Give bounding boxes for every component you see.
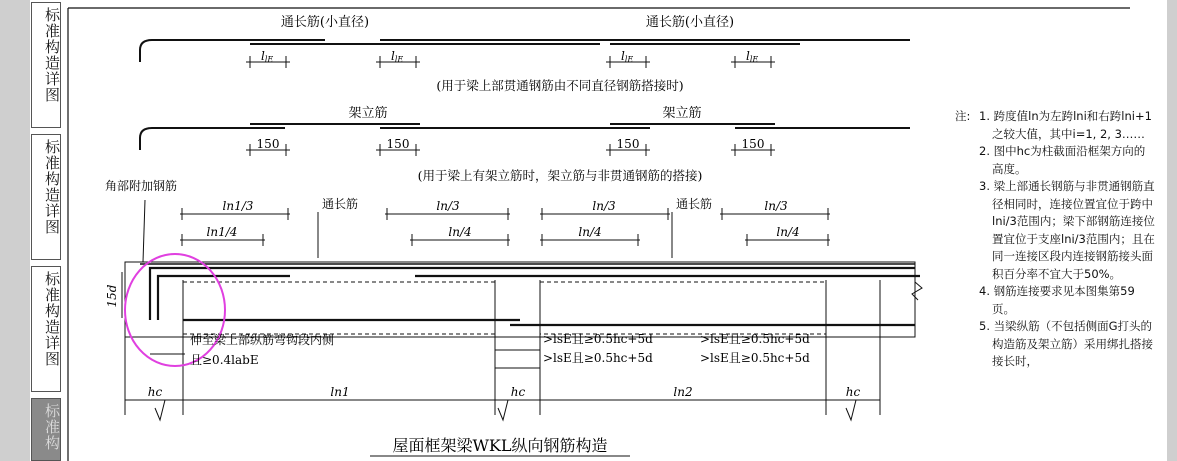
dim-ln1: ln1 xyxy=(330,385,350,399)
notes-panel xyxy=(955,108,1155,371)
row2-lap-label-2: 150 xyxy=(386,137,410,151)
highlight-circle xyxy=(125,254,225,366)
row2-label-left: 架立筋 xyxy=(348,106,388,121)
row2-caption: (用于梁上有架立筋时，架立筋与非贯通钢筋的搭接) xyxy=(417,168,703,183)
dim-hc-right: hc xyxy=(845,385,861,399)
through-bar-label-2: 通长筋 xyxy=(676,197,713,211)
scrollbar[interactable] xyxy=(1167,0,1177,461)
lap-zone-left xyxy=(183,282,495,334)
row1-caption: (用于梁上部贯通钢筋由不同直径钢筋搭接时) xyxy=(436,78,684,93)
note-item-3: 3. 梁上部通长钢筋与非贯通钢筋直径相同时，连接位置宜位于跨中lni/3范围内；梁下部钢筋连接位置宜位于支座lni/3范围内；且在同一连接区段内连接钢筋接头面积百分率不宜大于50%。 xyxy=(979,179,1155,281)
dim-ln-4-left: ln/4 xyxy=(448,225,472,239)
diagram-title: 屋面框架梁WKL纵向钢筋构造 xyxy=(392,436,608,455)
lap-rule-4: >lsE且≥0.5hc+5d xyxy=(700,351,810,365)
anchor-note-line1: 伸至梁上部纵筋弯钩段内侧 xyxy=(190,333,335,347)
sidebar-tab-label: 标准构造详图 xyxy=(43,271,61,367)
dim-ln-4-right: ln/4 xyxy=(776,225,800,239)
dim-15d-label: 15d xyxy=(105,284,119,308)
dim-ln-4-mid: ln/4 xyxy=(578,225,602,239)
dim-ln-3-mid: ln/3 xyxy=(592,199,616,213)
dim-ln2: ln2 xyxy=(673,385,693,399)
sidebar-tab-label: 标准构造详图 xyxy=(43,139,61,235)
note-item-4: 4. 钢筋连接要求见本图集第59页。 xyxy=(979,284,1135,316)
row2-lap-dims xyxy=(246,144,775,156)
break-mark xyxy=(912,282,922,300)
note-item-5: 5. 当梁纵筋（不包括侧面G打头的构造筋及架立筋）采用绑扎搭接接长时， xyxy=(979,319,1153,368)
row1-lap-label-1: llE xyxy=(261,49,274,64)
note-item-1: 1. 跨度值ln为左跨lni和右跨lni+1之较大值，其中i=1, 2, 3…… xyxy=(979,109,1152,141)
notes-prefix: 注: xyxy=(955,109,971,123)
dim-ln1-3: ln1/3 xyxy=(222,199,254,213)
lap-zone-right xyxy=(540,282,826,334)
note-item-2: 2. 图中hc为柱截面沿框架方向的高度。 xyxy=(979,144,1146,176)
sidebar-tab-label: 标准构 xyxy=(43,403,61,451)
row2-lap-label-4: 150 xyxy=(741,137,765,151)
dim-ln-3-right: ln/3 xyxy=(764,199,788,213)
span-fraction-dims xyxy=(180,208,830,246)
row1-label-left: 通长筋(小直径) xyxy=(280,15,370,30)
lap-rule-2: >lsE且≥0.5hc+5d xyxy=(700,332,810,346)
through-bar-label-1: 通长筋 xyxy=(322,197,359,211)
row2-label-right: 架立筋 xyxy=(662,106,702,121)
dim-hc-left: hc xyxy=(147,385,163,399)
row1-lap-label-3: llE xyxy=(621,49,634,64)
row2-lap-label-1: 150 xyxy=(256,137,280,151)
row2-lap-label-3: 150 xyxy=(616,137,640,151)
row1-lap-dims xyxy=(246,56,775,68)
row1-label-right: 通长筋(小直径) xyxy=(645,15,735,30)
dim-ln1-4: ln1/4 xyxy=(206,225,238,239)
lap-rule-3: >lsE且≥0.5hc+5d xyxy=(543,351,653,365)
dim-hc-mid: hc xyxy=(510,385,526,399)
dim-ln-3-left: ln/3 xyxy=(436,199,460,213)
anchor-note-line2: 且≥0.4labE xyxy=(190,353,259,367)
lap-rule-1: >lsE且≥0.5hc+5d xyxy=(543,332,653,346)
break-mark-right xyxy=(846,400,856,420)
corner-bar-leader xyxy=(143,200,145,262)
corner-bar-label: 角部附加钢筋 xyxy=(105,179,178,193)
sidebar-tab-label: 标准构造详图 xyxy=(43,7,61,103)
break-mark-mid xyxy=(498,400,508,420)
break-mark-left xyxy=(155,400,165,420)
row1-lap-label-2: llE xyxy=(391,49,404,64)
row1-lap-label-4: llE xyxy=(746,49,759,64)
